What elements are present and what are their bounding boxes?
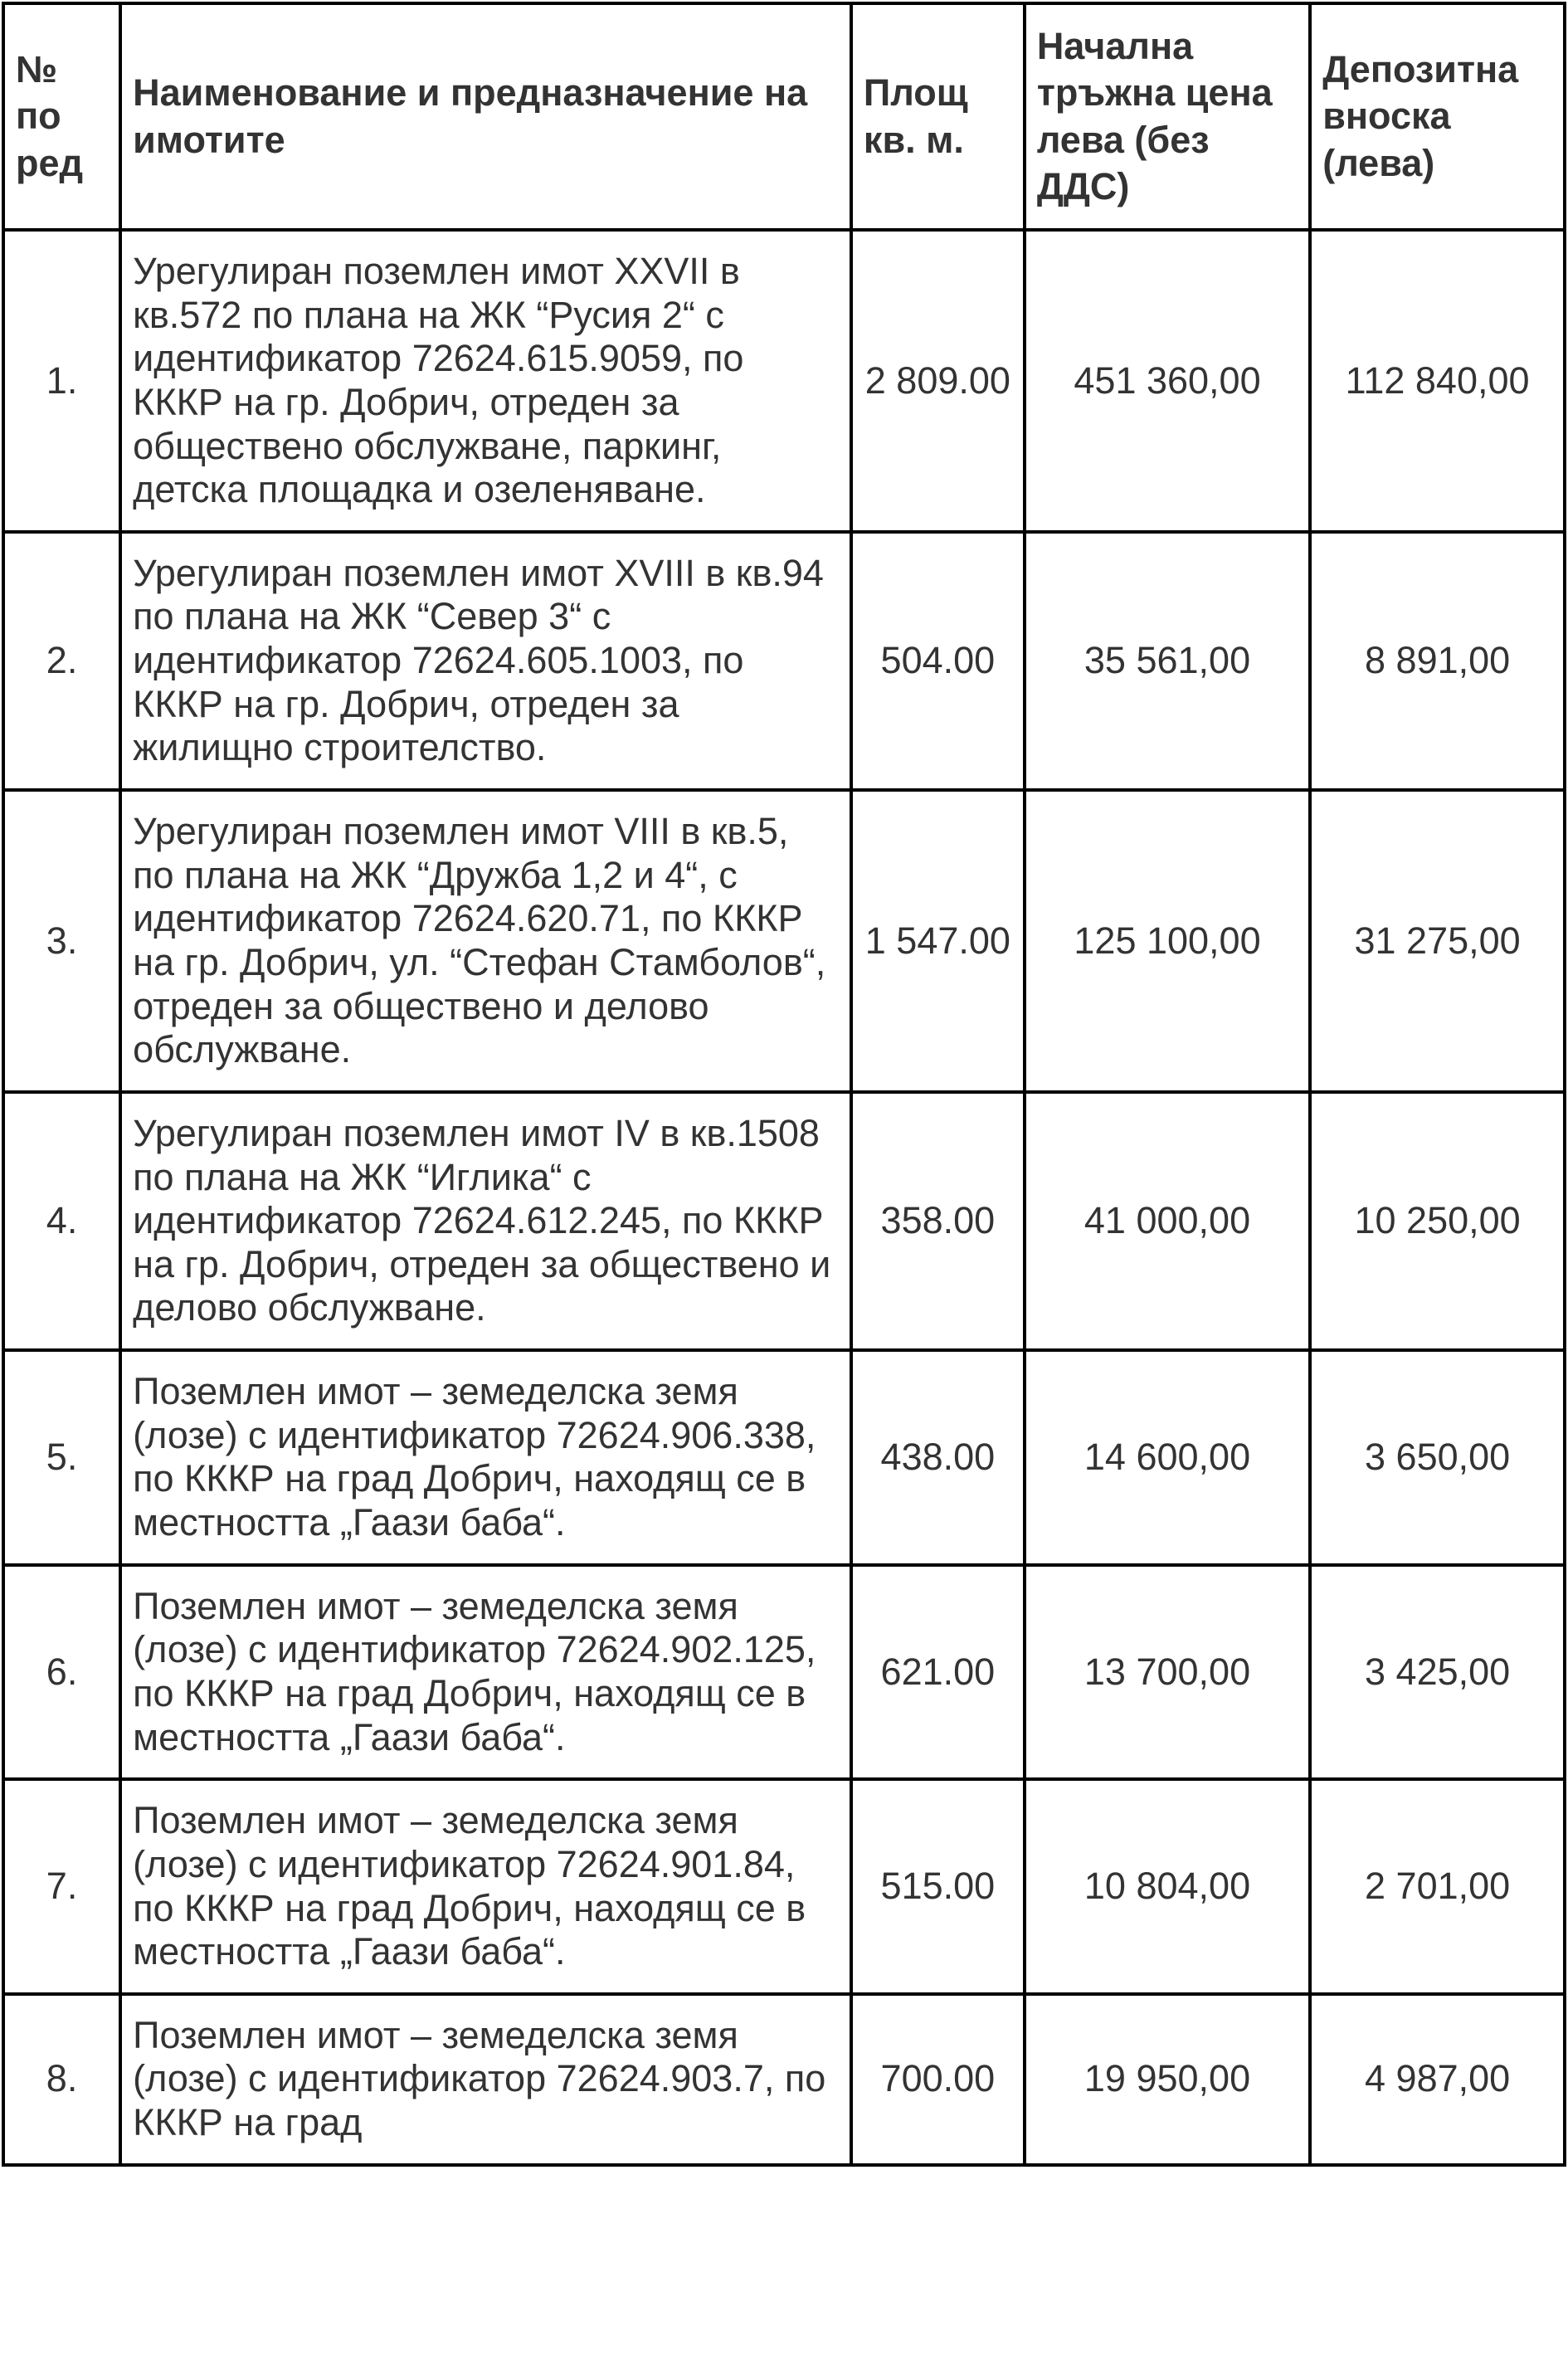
property-description: Урегулиран поземлен имот VIII в кв.5, по плана на ЖК “Дружба 1,2 и 4“, с идентификатор 72624.620.71, по КККР на гр. Добрич, ул. “Стефан Стамболов“, отреден за обществено и делово обслужване.	[120, 790, 851, 1092]
row-number: 8.	[3, 1994, 120, 2165]
table-row	[3, 1092, 1565, 1350]
table-row	[3, 1994, 1565, 2165]
header-area: Площ кв. м.	[851, 3, 1025, 230]
area-value: 515.00	[851, 1779, 1025, 1994]
row-number: 1.	[3, 230, 120, 532]
table-row	[3, 790, 1565, 1092]
property-description: Урегулиран поземлен имот XXVII в кв.572 по плана на ЖК “Русия 2“ с идентификатор 72624.615.9059, по КККР на гр. Добрич, отреден за обществено обслужване, паркинг, детска площадка и озеленяване.	[120, 230, 851, 532]
property-description: Поземлен имот – земеделска земя (лозе) с идентификатор 72624.902.125, по КККР на град Добрич, находящ се в местността „Гаази баба“.	[120, 1565, 851, 1780]
property-description: Поземлен имот – земеделска земя (лозе) с идентификатор 72624.903.7, по КККР на град	[120, 1994, 851, 2165]
table-row	[3, 532, 1565, 790]
row-number: 2.	[3, 532, 120, 790]
deposit-value: 4 987,00	[1310, 1994, 1565, 2165]
table-row	[3, 1350, 1565, 1565]
row-number: 6.	[3, 1565, 120, 1780]
table-row	[3, 1565, 1565, 1780]
starting-price-value: 14 600,00	[1025, 1350, 1310, 1565]
starting-price-value: 13 700,00	[1025, 1565, 1310, 1780]
area-value: 358.00	[851, 1092, 1025, 1350]
deposit-value: 31 275,00	[1310, 790, 1565, 1092]
deposit-value: 3 650,00	[1310, 1350, 1565, 1565]
area-value: 2 809.00	[851, 230, 1025, 532]
starting-price-value: 10 804,00	[1025, 1779, 1310, 1994]
area-value: 1 547.00	[851, 790, 1025, 1092]
deposit-value: 3 425,00	[1310, 1565, 1565, 1780]
property-description: Урегулиран поземлен имот IV в кв.1508 по плана на ЖК “Иглика“ с идентификатор 72624.612.245, по КККР на гр. Добрич, отреден за обществено и делово обслужване.	[120, 1092, 851, 1350]
area-value: 438.00	[851, 1350, 1025, 1565]
starting-price-value: 451 360,00	[1025, 230, 1310, 532]
area-value: 621.00	[851, 1565, 1025, 1780]
deposit-value: 112 840,00	[1310, 230, 1565, 532]
property-description: Поземлен имот – земеделска земя (лозе) с идентификатор 72624.901.84, по КККР на град Добрич, находящ се в местността „Гаази баба“.	[120, 1779, 851, 1994]
deposit-value: 2 701,00	[1310, 1779, 1565, 1994]
starting-price-value: 41 000,00	[1025, 1092, 1310, 1350]
header-deposit: Депозитна вноска (лева)	[1310, 3, 1565, 230]
area-value: 700.00	[851, 1994, 1025, 2165]
row-number: 3.	[3, 790, 120, 1092]
starting-price-value: 35 561,00	[1025, 532, 1310, 790]
row-number: 5.	[3, 1350, 120, 1565]
header-property-name: Наименование и предназначение на имотите	[120, 3, 851, 230]
row-number: 7.	[3, 1779, 120, 1994]
header-row-number: № по ред	[3, 3, 120, 230]
deposit-value: 10 250,00	[1310, 1092, 1565, 1350]
starting-price-value: 19 950,00	[1025, 1994, 1310, 2165]
row-number: 4.	[3, 1092, 120, 1350]
starting-price-value: 125 100,00	[1025, 790, 1310, 1092]
header-starting-price: Начална тръжна цена лева (без ДДС)	[1025, 3, 1310, 230]
table-row	[3, 230, 1565, 532]
deposit-value: 8 891,00	[1310, 532, 1565, 790]
header-row	[3, 3, 1565, 230]
property-description: Поземлен имот – земеделска земя (лозе) с идентификатор 72624.906.338, по КККР на град Добрич, находящ се в местността „Гаази баба“.	[120, 1350, 851, 1565]
properties-table	[2, 2, 1566, 2167]
table-row	[3, 1779, 1565, 1994]
property-description: Урегулиран поземлен имот XVIII в кв.94 по плана на ЖК “Север 3“ с идентификатор 72624.605.1003, по КККР на гр. Добрич, отреден за жилищно строителство.	[120, 532, 851, 790]
area-value: 504.00	[851, 532, 1025, 790]
